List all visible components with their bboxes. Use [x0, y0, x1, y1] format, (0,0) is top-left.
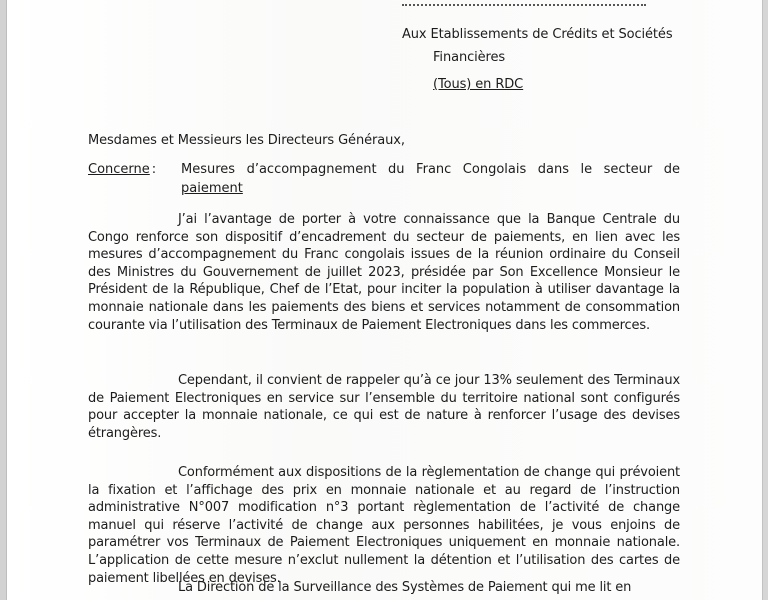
recipient-line-3: (Tous) en RDC — [433, 77, 524, 92]
subject-block — [88, 161, 680, 196]
body-paragraph-4 — [88, 579, 680, 597]
recipient-line-2: Financières — [433, 50, 506, 65]
paragraph-text: Conformément aux dispositions de la règlementation de change qui prévoient la fixation et l’affichage des prix en monnaie nationale et au regard de l’instruction administrative N°007 modification n°3 portant règlementation de l’activité de change manuel qui réserve l’activité de change aux personnes habilitées, je vous enjoins de paramétrer vos Terminaux de Paiement Electroniques uniquement en monnaie nationale. L’application de cette mesure n’exclut nullement la détention et l’utilisation des cartes de paiement libellées en devises. — [88, 465, 680, 586]
subject-label: Concerne — [88, 162, 150, 177]
salutation: Mesdames et Messieurs les Directeurs Généraux, — [88, 133, 405, 148]
subject-text-line-2: paiement — [181, 181, 243, 196]
page-edge-left — [0, 0, 7, 600]
paragraph-text: J’ai l’avantage de porter à votre connaissance que la Banque Centrale du Congo renforce son dispositif d’encadrement du secteur de paiements, en lien avec les mesures d’accompagnement du Franc congolais issues de la réunion ordinaire du Conseil des Ministres du Gouvernement de juillet 2023, présidée par Son Excellence Monsieur le Président de la République, Chef de l’Etat, pour inciter la population à utiliser davantage la monnaie nationale dans les paiements des biens et services notamment de consommation courante via l’utilisation des Terminaux de Paiement Electroniques dans les commerces. — [88, 212, 680, 333]
subject-text-line-1: Mesures d’accompagnement du Franc Congolais dans le secteur de — [181, 162, 680, 177]
body-paragraph-3 — [88, 464, 680, 587]
paragraph-text: Cependant, il convient de rappeler qu’à ce jour 13% seulement des Terminaux de Paiement Electroniques en service sur l’ensemble du territoire national sont configurés pour accepter la monnaie nationale, ce qui est de nature à renforcer l’usage des devises étrangères. — [88, 373, 680, 441]
dotted-separator — [402, 4, 646, 6]
page-edge-right — [762, 0, 768, 600]
paragraph-text: La Direction de la Surveillance des Systèmes de Paiement qui me lit en — [178, 580, 632, 595]
body-paragraph-2 — [88, 372, 680, 442]
recipient-line-1: Aux Etablissements de Crédits et Sociétés — [402, 27, 673, 42]
subject-separator: : — [151, 162, 157, 177]
body-paragraph-1 — [88, 211, 680, 334]
